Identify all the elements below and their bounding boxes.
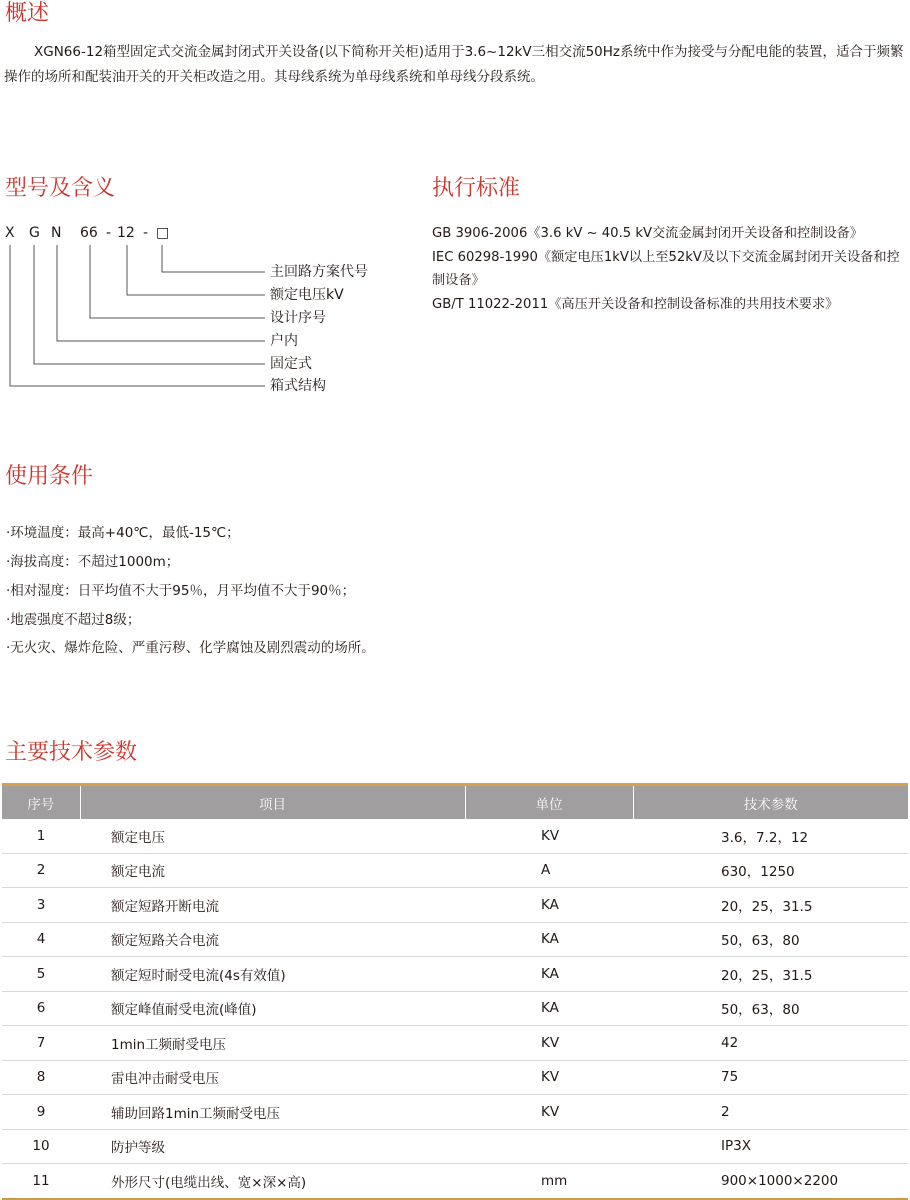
row-unit: KA: [465, 922, 633, 957]
standards-title: 执行标准: [432, 176, 521, 201]
legend-design-number: 设计序号: [270, 310, 326, 326]
params-header-row: [2, 785, 908, 820]
code-part-box: □: [156, 225, 170, 241]
legend-box-structure: 箱式结构: [270, 378, 326, 394]
table-row: [2, 957, 908, 992]
tree-line-g: [34, 245, 265, 364]
legend-main-circuit: 主回路方案代号: [270, 264, 368, 280]
code-part-66: 66: [80, 225, 98, 241]
tree-line-box: [162, 245, 265, 272]
condition-earthquake: ·地震强度不超过8级；: [6, 612, 141, 628]
standards-list: [432, 222, 908, 316]
row-no: 1: [2, 819, 80, 853]
row-item: 防护等级: [80, 1129, 465, 1164]
tree-line-x: [10, 245, 265, 386]
model-code-tree-lines: [0, 0, 270, 400]
overview-title: 概述: [5, 1, 50, 26]
condition-temperature: ·环境温度：最高+40℃，最低-15℃；: [6, 525, 240, 541]
row-item: 额定电流: [80, 853, 465, 888]
standard-item: IEC 60298-1990《额定电压1kV以上至52kV及以下交流金属封闭开关设备和控制设备》: [432, 249, 900, 288]
row-unit: KV: [465, 1026, 633, 1061]
standard-item: GB 3906-2006《3.6 kV ~ 40.5 kV交流金属封闭开关设备和控制设备》: [432, 226, 863, 241]
table-row: [2, 1060, 908, 1095]
legend-fixed: 固定式: [270, 356, 312, 372]
row-item: 额定短路关合电流: [80, 922, 465, 957]
row-value: IP3X: [633, 1129, 908, 1164]
row-value: 900×1000×2200: [633, 1164, 908, 1199]
code-part-g: G: [29, 225, 40, 241]
condition-environment: ·无火灾、爆炸危险、严重污秽、化学腐蚀及剧烈震动的场所。: [6, 640, 375, 656]
row-no: 4: [2, 922, 80, 957]
code-part-dash-2: -: [143, 225, 149, 241]
row-no: 2: [2, 853, 80, 888]
row-value: 42: [633, 1026, 908, 1061]
header-unit: 单位: [465, 785, 633, 820]
row-unit: mm: [465, 1164, 633, 1199]
legend-indoor: 户内: [270, 333, 298, 349]
header-item: 项目: [80, 785, 465, 820]
table-row: [2, 922, 908, 957]
table-row: [2, 1026, 908, 1061]
conditions-title: 使用条件: [5, 464, 94, 489]
tree-line-12: [127, 245, 265, 295]
table-row: [2, 991, 908, 1026]
params-title: 主要技术参数: [5, 740, 138, 765]
row-value: 2: [633, 1095, 908, 1130]
header-no: 序号: [2, 785, 80, 820]
tree-line-n: [57, 245, 265, 341]
row-no: 7: [2, 1026, 80, 1061]
row-no: 8: [2, 1060, 80, 1095]
row-item: 额定短时耐受电流(4s有效值): [80, 957, 465, 992]
row-item: 额定电压: [80, 819, 465, 853]
row-value: 75: [633, 1060, 908, 1095]
row-item: 雷电冲击耐受电压: [80, 1060, 465, 1095]
row-item: 外形尺寸(电缆出线、宽×深×高): [80, 1164, 465, 1199]
table-row: [2, 819, 908, 853]
row-value: 3.6，7.2，12: [633, 819, 908, 853]
row-unit: KA: [465, 957, 633, 992]
row-unit: [465, 1129, 633, 1164]
table-row: [2, 888, 908, 923]
standard-item: GB/T 11022-2011《高压开关设备和控制设备标准的共用技术要求》: [432, 296, 839, 312]
row-value: 50，63，80: [633, 922, 908, 957]
row-unit: KA: [465, 991, 633, 1026]
row-value: 50，63，80: [633, 991, 908, 1026]
code-part-dash-1: -: [106, 225, 112, 241]
tree-line-66: [90, 245, 265, 318]
row-unit: KV: [465, 1060, 633, 1095]
condition-altitude: ·海拔高度：不超过1000m；: [6, 554, 180, 570]
row-no: 10: [2, 1129, 80, 1164]
header-value: 技术参数: [633, 785, 908, 820]
row-no: 9: [2, 1095, 80, 1130]
row-item: 额定短路开断电流: [80, 888, 465, 923]
table-row: [2, 1095, 908, 1130]
row-value: 20，25，31.5: [633, 957, 908, 992]
condition-humidity: ·相对湿度：日平均值不大于95％，月平均值不大于90％；: [6, 583, 356, 599]
code-part-x: X: [5, 225, 15, 241]
row-value: 20，25，31.5: [633, 888, 908, 923]
table-row: [2, 1129, 908, 1164]
table-row: [2, 853, 908, 888]
row-no: 3: [2, 888, 80, 923]
row-no: 11: [2, 1164, 80, 1199]
params-table: [2, 783, 908, 1200]
row-item: 额定峰值耐受电流(峰值): [80, 991, 465, 1026]
row-item: 1min工频耐受电压: [80, 1026, 465, 1061]
table-row: [2, 1164, 908, 1199]
row-item: 辅助回路1min工频耐受电压: [80, 1095, 465, 1130]
row-no: 5: [2, 957, 80, 992]
row-unit: KV: [465, 819, 633, 853]
model-title: 型号及含义: [5, 176, 116, 201]
row-unit: A: [465, 853, 633, 888]
row-unit: KA: [465, 888, 633, 923]
row-value: 630，1250: [633, 853, 908, 888]
row-no: 6: [2, 991, 80, 1026]
overview-text: XGN66-12箱型固定式交流金属封闭式开关设备(以下简称开关柜)适用于3.6~12kV三相交流50Hz系统中作为接受与分配电能的装置，适合于频繁操作的场所和配装油开关的开关柜改造之用。其母线系统为单母线系统和单母线分段系统。: [4, 44, 904, 85]
code-part-12: 12: [117, 225, 135, 241]
row-unit: KV: [465, 1095, 633, 1130]
legend-rated-voltage: 额定电压kV: [270, 287, 344, 303]
code-part-n: N: [51, 225, 62, 241]
